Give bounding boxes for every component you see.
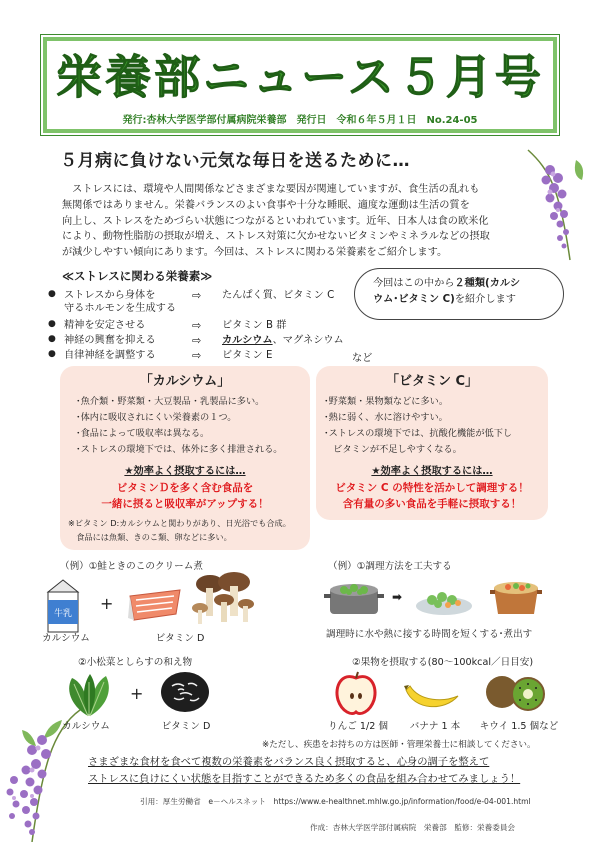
note-line: ※ビタミン D:カルシウムと関わりがあり、日光浴でも合成。 (68, 518, 291, 528)
fact-item: ビタミンが不足しやすくなる。 (324, 444, 462, 455)
tip-line: ビタミンＤを多く含む食品を (116, 482, 254, 494)
salmon-icon (126, 588, 184, 622)
arrow-icon: ⇨ (192, 349, 202, 362)
calcium-panel (60, 366, 310, 550)
mushroom-icon (190, 570, 256, 626)
arrow-icon: ⇨ (192, 289, 202, 302)
nutrient-name: ビタミン E (222, 350, 273, 361)
intro-line: が減少しやすい傾向にあります。今回は、ストレスに関わる栄養素をご紹介します。 (62, 247, 448, 259)
fact-item: ･魚介類・野菜類・大豆製品・乳製品に多い。 (76, 396, 265, 407)
arrow-icon: ⇨ (192, 334, 202, 347)
steamer-pot-icon (324, 578, 384, 618)
fact-item: ･野菜類・果物類などに多い。 (324, 396, 449, 407)
fruit-caption: りんご 1/2 個 (328, 721, 388, 732)
intro-paragraph (62, 182, 522, 261)
bottom-message (88, 754, 558, 788)
callout-text: 今回はこの中から (373, 278, 455, 289)
caption-vitamin-d: ビタミン D (155, 633, 205, 644)
nutrient-name: 、マグネシウム (272, 335, 344, 346)
vitamin-c-tip (316, 480, 548, 512)
fact-item: ･体内に吸収されにくい栄養素の１つ。 (76, 412, 237, 423)
callout-text: を紹介します (454, 294, 516, 305)
caption-calcium: カルシウム (62, 721, 110, 732)
tip-line: ビタミン C の特性を活かして調理する！ (335, 482, 529, 494)
author-line: 作成：杏林大学医学部付属病院 栄養部 監修：栄養委員会 (310, 823, 516, 832)
plus-sign: + (100, 594, 114, 613)
example-label: （例）①鮭ときのこのクリーム煮 (60, 561, 203, 572)
banana-icon (404, 680, 460, 712)
fruit-caption: キウイ 1.5 個など (479, 721, 559, 732)
shirasu-plate-icon (160, 670, 210, 714)
bullet-icon: ● (48, 349, 56, 359)
nutrient-row (48, 334, 344, 347)
nutrient-role: 自律神経を調整する (64, 350, 156, 361)
nutrient-row (48, 319, 286, 332)
efficiency-heading: ★効率よく摂取するには… (124, 466, 246, 477)
citation: 引用：厚生労働省 e－ヘルスネット https://www.e-healthnet.mhlw.go.jp/information/food/e-04-001.html (140, 797, 531, 806)
efficiency-heading: ★効率よく摂取するには… (371, 466, 493, 477)
tip-line: 含有量の多い食品を手軽に摂取する！ (342, 498, 522, 510)
intro-line: 向上し、ストレスをためづらい状態につながるといわれています。近年、日本人は食の欧米化 (62, 215, 489, 227)
title-box (40, 34, 560, 136)
message-line: さまざまな食材を食べて複数の栄養素をバランス良く摂取すると、心身の調子を整えて (88, 756, 490, 768)
intro-line: 無関係ではありません。栄養バランスのよい食事や十分な睡眠、適度な運動は生活の質を (62, 199, 470, 211)
disclaimer: ※ただし、疾患をお持ちの方は医師・管理栄養士に相談してください。 (262, 740, 536, 750)
fact-item: ･熱に弱く、水に溶けやすい。 (324, 412, 448, 423)
arrow-icon: ⇨ (192, 319, 202, 332)
nutrient-row (48, 349, 372, 364)
nutrient-role: 精神を安定させる (64, 320, 146, 331)
bullet-icon: ● (48, 319, 56, 329)
nutrient-name: たんぱく質、ビタミン C (222, 290, 335, 301)
nutrient-role: ストレスから身体を 守るホルモンを生成する (64, 290, 177, 314)
example-label: （例）①調理方法を工夫する (328, 561, 452, 572)
headline: ５月病に負けない元気な毎日を送るために… (60, 151, 410, 171)
note-line: 食品には魚類、きのこ類、卵などに多い。 (68, 532, 232, 542)
wisteria-illustration-top (520, 150, 590, 260)
vitamin-d-note (68, 516, 291, 544)
nutrient-role: 神経の興奮を抑える (64, 335, 156, 346)
calcium-panel-title: 「カルシウム」 (139, 374, 231, 389)
komatsuna-icon (64, 672, 114, 716)
kiwi-icon (484, 672, 548, 712)
tip-line: 一緒に摂ると吸収率がアップする！ (101, 498, 269, 510)
example-label: ②果物を摂取する(80～100kcal／日目安) (352, 657, 534, 668)
bullet-icon: ● (48, 334, 56, 344)
soup-pot-icon (490, 576, 542, 618)
callout-bold: ウム･ビタミン C) (373, 294, 455, 305)
newsletter-title: 栄養部ニュース５月号 (56, 50, 544, 104)
message-line: ストレスに負けにくい状態を目指すことができるため多くの食品を組み合わせてみましょう！ (88, 773, 521, 785)
cooking-caption: 調理時に水や熱に接する時間を短くする･煮出す (326, 629, 533, 640)
bullet-icon: ● (48, 289, 56, 299)
fact-item: ･ストレスの環境下では、体外に多く排泄される。 (76, 444, 283, 455)
arrow-icon: ➡ (392, 590, 403, 604)
nutrient-name: ビタミン B 群 (222, 320, 287, 331)
callout-bold: ２種類(カルシ (454, 278, 521, 289)
callout-bubble (354, 268, 564, 320)
vitamin-c-panel (316, 366, 548, 520)
plus-sign: + (130, 684, 144, 703)
calcium-facts (76, 394, 282, 458)
intro-line: ストレスには、環境や人間関係などさまざまな要因が関連していますが、食生活の乱れも (62, 184, 480, 195)
fact-item: ･食品によって吸収率は異なる。 (76, 428, 210, 439)
caption-vitamin-d: ビタミン D (161, 721, 211, 732)
calcium-tip (60, 480, 310, 512)
nutrient-etc: など (352, 353, 373, 364)
apple-half-icon (334, 672, 378, 716)
section-heading: ≪ストレスに関わる栄養素≫ (62, 269, 213, 283)
fruit-caption: バナナ 1 本 (409, 721, 461, 732)
milk-label: 牛乳 (53, 609, 73, 619)
vitamin-c-facts (324, 394, 512, 458)
vitamin-c-panel-title: 「ビタミン C」 (385, 374, 479, 389)
intro-line: により、動物性脂肪の摂取が増え、ストレス対策に欠かせないビタミンやミネラルなどの摂取 (62, 231, 490, 243)
nutrient-row (48, 289, 334, 315)
caption-calcium: カルシウム (42, 633, 90, 644)
fact-item: ･ストレスの環境下では、抗酸化機能が低下し (324, 428, 513, 439)
publisher-line: 発行:杏林大学医学部付属病院栄養部 発行日 令和６年５月１日 No.24-05 (122, 115, 478, 126)
vegetable-plate-icon (414, 584, 474, 616)
milk-carton-icon (42, 578, 84, 634)
nutrient-name-highlight: カルシウム (222, 335, 273, 346)
example-label: ②小松菜としらすの和え物 (78, 657, 193, 668)
